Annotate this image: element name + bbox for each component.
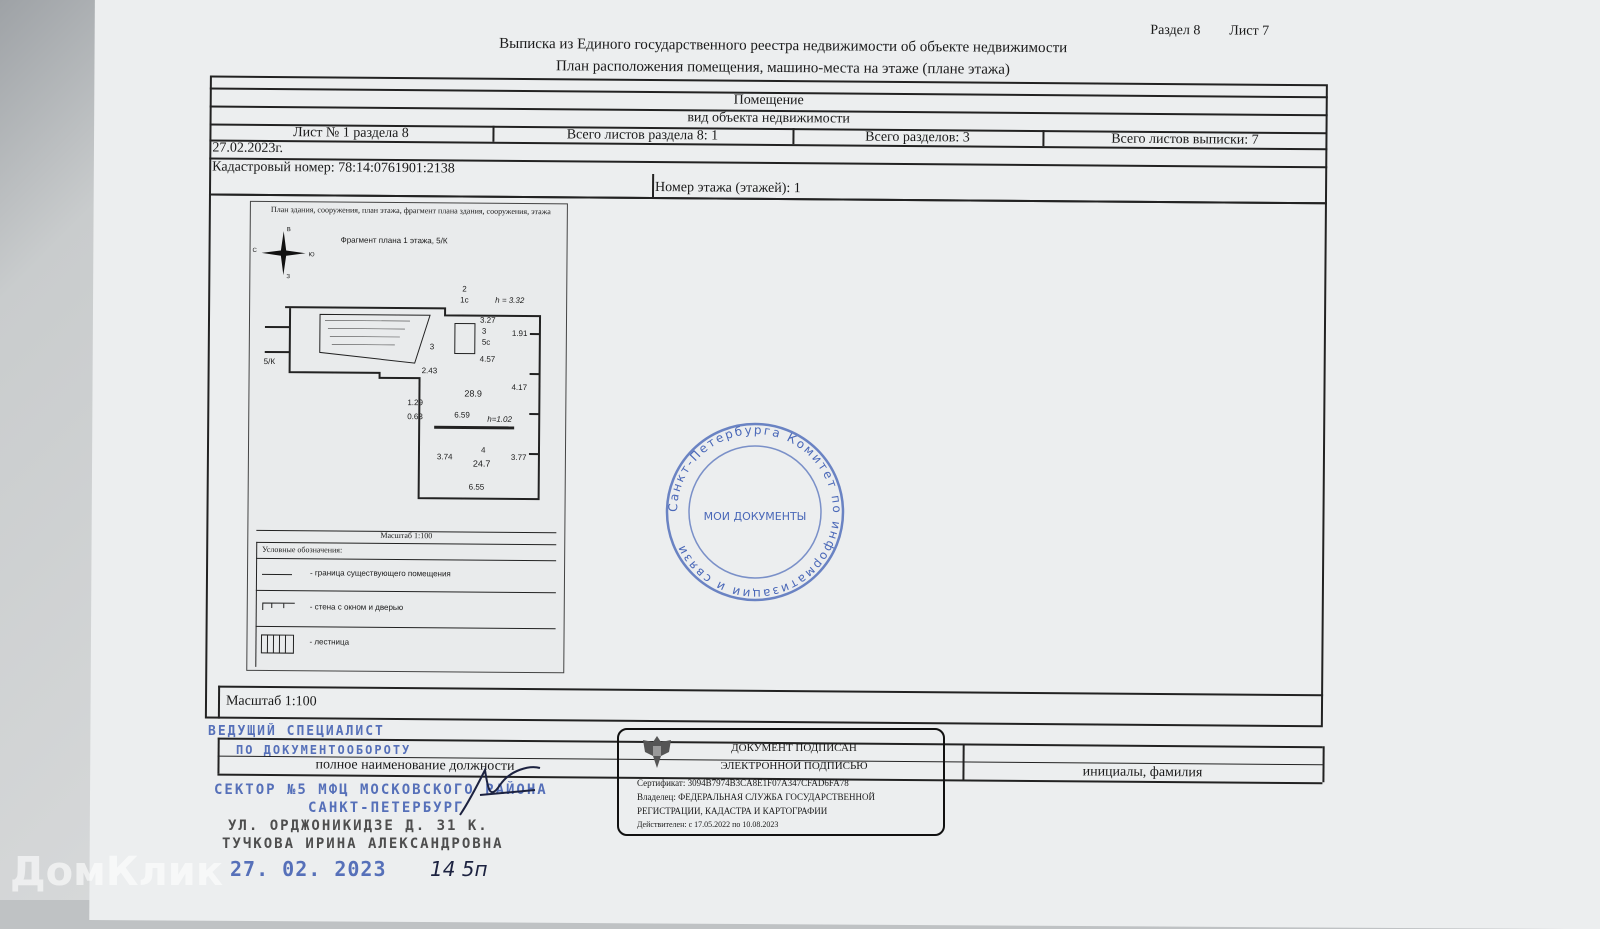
stamp-line6: ТУЧКОВА ИРИНА АЛЕКСАНДРОВНА xyxy=(222,836,504,852)
cadastral-number: Кадастровый номер: 78:14:0761901:2138 xyxy=(212,159,455,177)
name-caption: инициалы, фамилия xyxy=(1082,764,1203,781)
stamp-line3: СЕКТОР №5 МФЦ МОСКОВСКОГО РАЙОНА xyxy=(214,782,548,798)
position-caption: полное наименование должности xyxy=(315,757,515,774)
legend-item: - стена с окном и дверью xyxy=(309,602,404,613)
sheet-number: Лист № 1 раздела 8 xyxy=(293,125,409,142)
certificate: Сертификат: 3094B7974B3CA8E1F07A347CFAD6FA78 xyxy=(637,778,849,788)
plan-title: План здания, сооружения, план этажа, фрагмент плана здания, сооружения, этажа xyxy=(270,204,551,217)
owner-line1: Владелец: ФЕДЕРАЛЬНАЯ СЛУЖБА ГОСУДАРСТВЕННОЙ xyxy=(637,792,876,802)
round-stamp-inner: МОИ ДОКУМЕНТЫ xyxy=(703,510,807,523)
stamp-date: 27. 02. 2023 xyxy=(230,857,387,881)
scale-label: Масштаб 1:100 xyxy=(225,693,317,710)
stamp-line2: ПО ДОКУМЕНТООБОРОТУ xyxy=(236,743,412,757)
stamp-line5: УЛ. ОРДЖОНИКИДЗЕ Д. 31 К. xyxy=(228,818,489,834)
watermark: ДомКлик xyxy=(10,849,223,895)
object-type: Помещение xyxy=(733,92,804,109)
section-label: Раздел 8 xyxy=(1150,22,1201,39)
total-sheets: Всего листов выписки: 7 xyxy=(1111,131,1259,148)
document-subtitle: План расположения помещения, машино-места на этаже (плане этажа) xyxy=(556,58,1010,78)
signed-line2: ЭЛЕКТРОННОЙ ПОДПИСЬЮ xyxy=(720,760,868,772)
plan-scale: Масштаб 1:100 xyxy=(380,530,433,541)
document-title: Выписка из Единого государственного реестра недвижимости об объекте недвижимости xyxy=(499,35,1068,57)
sheet-label: Лист 7 xyxy=(1229,23,1270,39)
validity: Действителен: с 17.05.2022 по 10.08.2023 xyxy=(637,820,779,829)
legend-item: - лестница xyxy=(309,637,350,647)
stamp-line1: ВЕДУЩИЙ СПЕЦИАЛИСТ xyxy=(208,724,385,739)
round-stamp-text: Санкт-Петербурга Комитет по информатизации и связи xyxy=(665,422,845,602)
handwritten-note: 14 5п xyxy=(430,857,488,881)
total-sections: Всего разделов: 3 xyxy=(865,129,970,146)
total-sheets-section: Всего листов раздела 8: 1 xyxy=(566,127,719,144)
plan-height: h = 3.32 xyxy=(495,295,525,305)
plan-fragment: Фрагмент плана 1 этажа, 5/К xyxy=(340,235,448,246)
signed-line1: ДОКУМЕНТ ПОДПИСАН xyxy=(731,742,857,754)
object-type-caption: вид объекта недвижимости xyxy=(687,110,850,127)
stamp-line4: САНКТ-ПЕТЕРБУРГ xyxy=(308,800,465,816)
floor-number: Номер этажа (этажей): 1 xyxy=(654,180,801,197)
floor-plan-image: План здания, сооружения, план этажа, фрагмент плана здания, сооружения, этажа Фрагмент плана 1 этажа, 5/К В С Ю З 2 1с h = 3.32 3.27 3 5с 1.91 4.57 3 2.43 28.9 4.17 1.29 0.63 6.59 h=1.02 3.74 4 24.7 3.77 6.55 5/К Масштаб 1:100 Условные обозначения: - граница существующего помещения - стена с окном и дверью - лестница xyxy=(246,201,568,673)
owner-line2: РЕГИСТРАЦИИ, КАДАСТРА И КАРТОГРАФИИ xyxy=(637,806,828,816)
extract-date: 27.02.2023г. xyxy=(212,140,284,157)
electronic-signature-box xyxy=(617,728,945,836)
legend-item: - граница существующего помещения xyxy=(309,568,451,579)
compass-icon: В С Ю З xyxy=(252,227,315,281)
legend-title: Условные обозначения: xyxy=(262,544,343,555)
